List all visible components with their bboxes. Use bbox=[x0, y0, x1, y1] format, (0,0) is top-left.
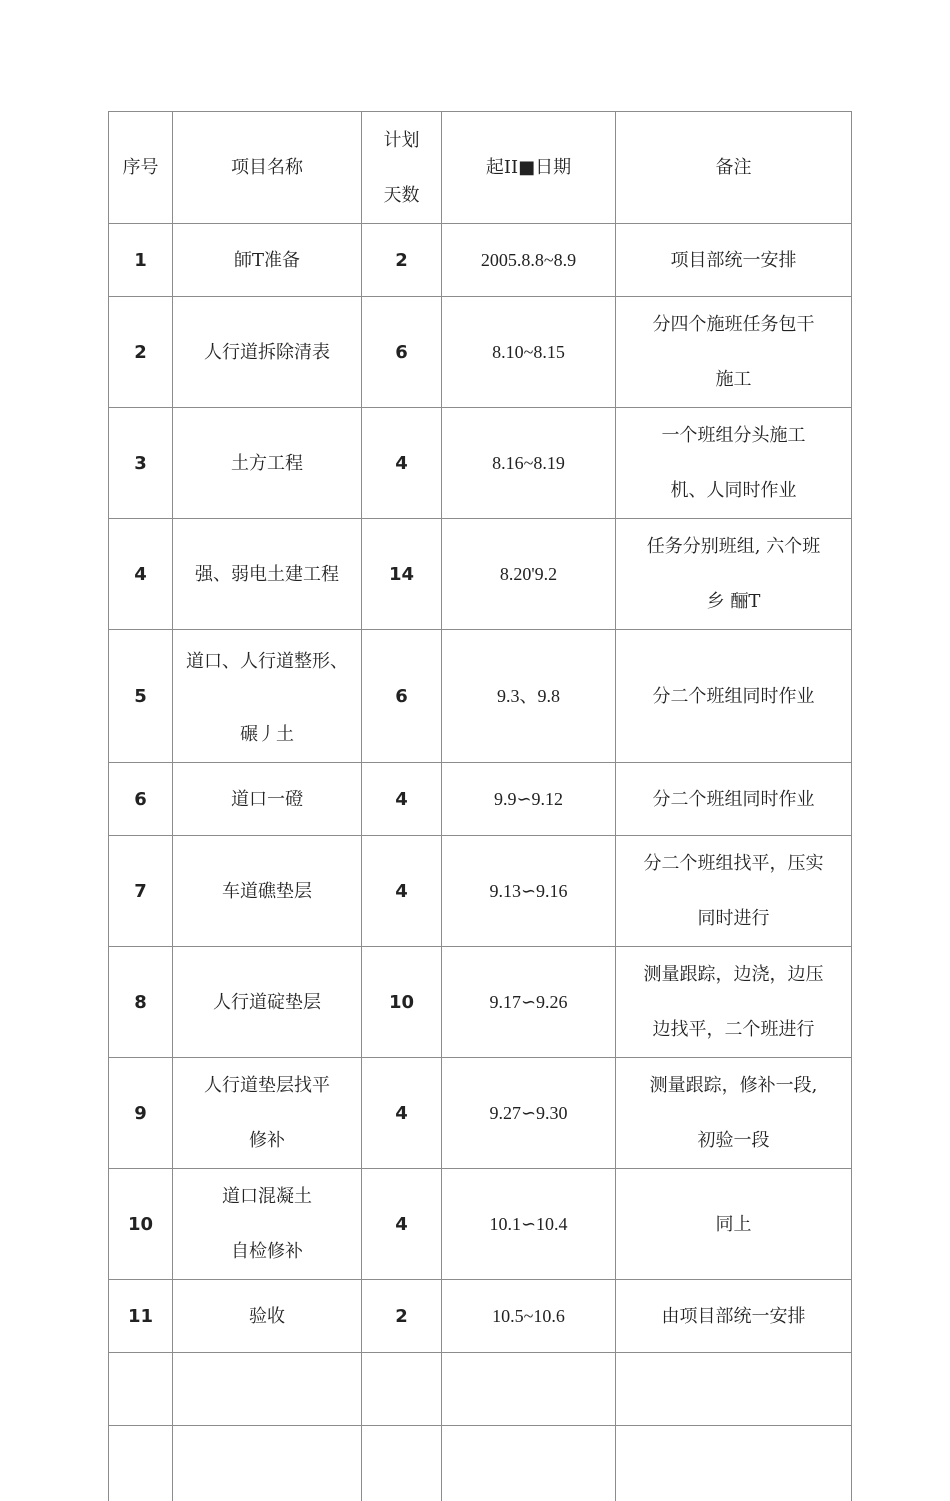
cell-index: 7 bbox=[109, 836, 173, 947]
cell-name bbox=[173, 1280, 362, 1353]
cell-empty bbox=[173, 1353, 362, 1426]
cell-index: 11 bbox=[109, 1280, 173, 1353]
table-header-row bbox=[109, 112, 852, 224]
cell-name bbox=[173, 224, 362, 297]
table-row-empty bbox=[109, 1353, 852, 1426]
cell-name bbox=[173, 1169, 362, 1280]
cell-note-line: 边找平，二个班进行 bbox=[622, 1002, 845, 1057]
cell-empty bbox=[362, 1353, 442, 1426]
cell-index: 2 bbox=[109, 297, 173, 408]
cell-index: 3 bbox=[109, 408, 173, 519]
cell-note-line: 初验一段 bbox=[622, 1113, 845, 1168]
table-row bbox=[109, 408, 852, 519]
cell-index: 10 bbox=[109, 1169, 173, 1280]
cell-days: 14 bbox=[362, 519, 442, 630]
cell-note bbox=[616, 836, 852, 947]
cell-name-line: 强、弱电土建工程 bbox=[179, 547, 355, 602]
cell-empty bbox=[616, 1353, 852, 1426]
cell-note bbox=[616, 1280, 852, 1353]
cell-empty bbox=[362, 1426, 442, 1501]
cell-note bbox=[616, 519, 852, 630]
cell-days: 4 bbox=[362, 1058, 442, 1169]
cell-name-line: 師T准备 bbox=[179, 233, 355, 288]
cell-name-line: 人行道拆除清表 bbox=[179, 325, 355, 380]
cell-name bbox=[173, 763, 362, 836]
cell-note bbox=[616, 763, 852, 836]
cell-dates: 8.16~8.19 bbox=[442, 408, 616, 519]
table-row-empty bbox=[109, 1426, 852, 1501]
cell-index: 4 bbox=[109, 519, 173, 630]
header-date: 起II■日期 bbox=[442, 112, 616, 224]
table-row bbox=[109, 763, 852, 836]
cell-name bbox=[173, 408, 362, 519]
cell-name bbox=[173, 836, 362, 947]
cell-name-line: 车道礁垫层 bbox=[179, 864, 355, 919]
cell-days: 4 bbox=[362, 1169, 442, 1280]
table-row bbox=[109, 1058, 852, 1169]
cell-name bbox=[173, 519, 362, 630]
cell-note-line: 施工 bbox=[622, 352, 845, 407]
cell-dates: 9.27∽9.30 bbox=[442, 1058, 616, 1169]
cell-name-line: 道口一磴 bbox=[179, 772, 355, 827]
cell-name-line: 土方工程 bbox=[179, 436, 355, 491]
cell-index: 1 bbox=[109, 224, 173, 297]
cell-name-line: 验收 bbox=[179, 1289, 355, 1344]
table-row bbox=[109, 630, 852, 763]
cell-name-line: 自检修补 bbox=[179, 1224, 355, 1279]
cell-note-line: 机、人同时作业 bbox=[622, 463, 845, 518]
cell-dates: 9.9∽9.12 bbox=[442, 763, 616, 836]
cell-name bbox=[173, 297, 362, 408]
cell-name-line: 人行道垫层找平 bbox=[179, 1058, 355, 1113]
table-row bbox=[109, 836, 852, 947]
cell-index: 6 bbox=[109, 763, 173, 836]
table-row bbox=[109, 297, 852, 408]
cell-note-line: 同时进行 bbox=[622, 891, 845, 946]
cell-empty bbox=[173, 1426, 362, 1501]
cell-dates: 2005.8.8~8.9 bbox=[442, 224, 616, 297]
cell-index: 5 bbox=[109, 630, 173, 763]
cell-name-line: 道口混凝土 bbox=[179, 1169, 355, 1224]
cell-name-line: 碾丿土 bbox=[179, 707, 355, 762]
header-note: 备注 bbox=[616, 112, 852, 224]
table-row bbox=[109, 224, 852, 297]
cell-note-line: 由项目部统一安排 bbox=[622, 1289, 845, 1344]
cell-dates: 9.13∽9.16 bbox=[442, 836, 616, 947]
cell-empty bbox=[442, 1353, 616, 1426]
cell-note bbox=[616, 408, 852, 519]
cell-note-line: 任务分别班组, 六个班 bbox=[622, 519, 845, 574]
cell-note-line: 分四个施班任务包干 bbox=[622, 297, 845, 352]
cell-dates: 9.17∽9.26 bbox=[442, 947, 616, 1058]
cell-note-line: 分二个班组同时作业 bbox=[622, 669, 845, 724]
cell-note bbox=[616, 297, 852, 408]
cell-name-line: 道口、人行道整形、 bbox=[179, 630, 355, 689]
cell-days: 4 bbox=[362, 408, 442, 519]
cell-empty bbox=[109, 1426, 173, 1501]
cell-note-line: 测量跟踪，边浇，边压 bbox=[622, 947, 845, 1002]
cell-dates: 10.1∽10.4 bbox=[442, 1169, 616, 1280]
cell-note-line: 乡 酾T bbox=[622, 574, 845, 629]
cell-empty bbox=[442, 1426, 616, 1501]
cell-empty bbox=[109, 1353, 173, 1426]
cell-index: 9 bbox=[109, 1058, 173, 1169]
cell-name-line: 人行道碇垫层 bbox=[179, 975, 355, 1030]
table-row bbox=[109, 519, 852, 630]
cell-dates: 9.3、9.8 bbox=[442, 630, 616, 763]
cell-note-line: 同上 bbox=[622, 1197, 845, 1252]
cell-empty bbox=[616, 1426, 852, 1501]
cell-name bbox=[173, 947, 362, 1058]
table-row bbox=[109, 1169, 852, 1280]
cell-note-line: 分二个班组同时作业 bbox=[622, 772, 845, 827]
header-days-line2: 天数 bbox=[368, 168, 435, 223]
cell-days: 6 bbox=[362, 630, 442, 763]
cell-days: 6 bbox=[362, 297, 442, 408]
cell-index: 8 bbox=[109, 947, 173, 1058]
cell-dates: 10.5~10.6 bbox=[442, 1280, 616, 1353]
table-row bbox=[109, 947, 852, 1058]
table-row bbox=[109, 1280, 852, 1353]
cell-note bbox=[616, 224, 852, 297]
cell-name-line: 修补 bbox=[179, 1113, 355, 1168]
cell-note-line: 项目部统一安排 bbox=[622, 233, 845, 288]
cell-days: 4 bbox=[362, 836, 442, 947]
header-index: 序号 bbox=[109, 112, 173, 224]
cell-days: 2 bbox=[362, 224, 442, 297]
schedule-table bbox=[108, 111, 852, 1501]
cell-note-line: 一个班组分头施工 bbox=[622, 408, 845, 463]
header-days-line1: 计划 bbox=[368, 113, 435, 168]
header-days bbox=[362, 112, 442, 224]
cell-dates: 8.20'9.2 bbox=[442, 519, 616, 630]
cell-note bbox=[616, 630, 852, 763]
cell-days: 10 bbox=[362, 947, 442, 1058]
cell-name bbox=[173, 630, 362, 763]
cell-note bbox=[616, 1169, 852, 1280]
cell-note-line: 分二个班组找平，压实 bbox=[622, 836, 845, 891]
cell-days: 2 bbox=[362, 1280, 442, 1353]
cell-name bbox=[173, 1058, 362, 1169]
cell-note bbox=[616, 1058, 852, 1169]
header-name: 项目名称 bbox=[173, 112, 362, 224]
cell-note-line: 测量跟踪，修补一段, bbox=[622, 1058, 845, 1113]
cell-days: 4 bbox=[362, 763, 442, 836]
cell-dates: 8.10~8.15 bbox=[442, 297, 616, 408]
cell-note bbox=[616, 947, 852, 1058]
